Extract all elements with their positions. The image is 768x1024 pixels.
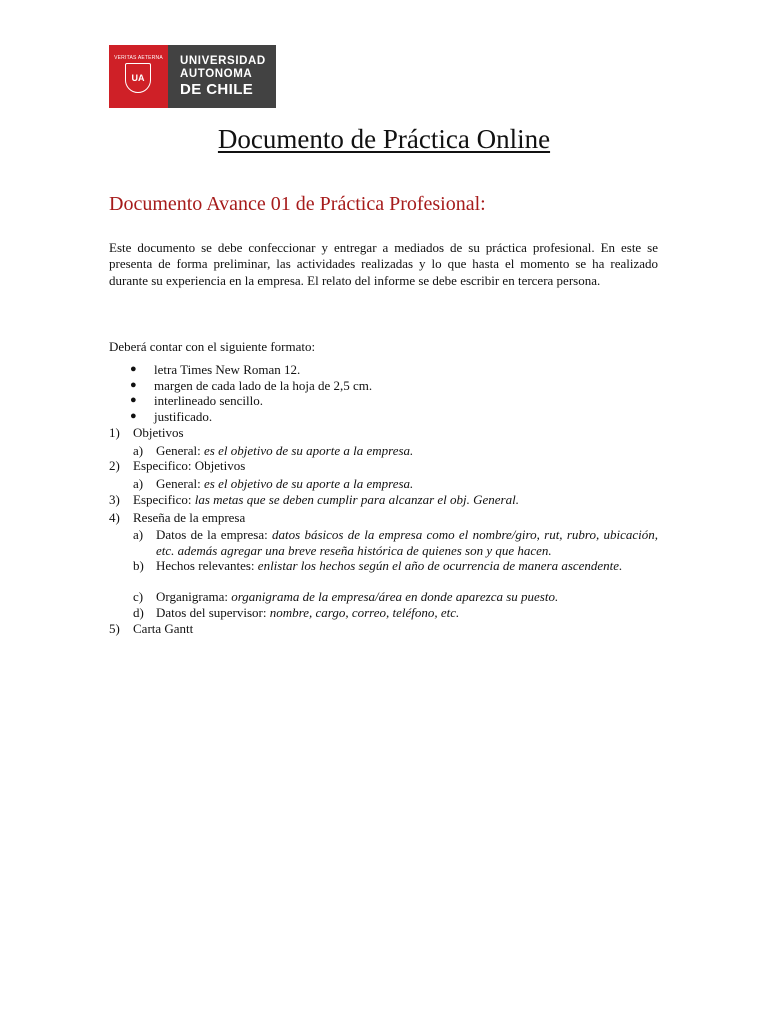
list-item	[109, 378, 658, 394]
subsection-letter: b)	[133, 558, 144, 573]
bullet-text: letra Times New Roman 12.	[154, 362, 301, 377]
logo-line-3: DE CHILE	[180, 81, 254, 98]
bullet-icon: ●	[130, 394, 137, 406]
subsection-general-1	[133, 443, 658, 459]
subsection-label: General:	[156, 443, 205, 458]
subsection-note: enlistar los hechos según el año de ocurrencia de manera ascendente.	[257, 558, 623, 573]
logo-line-2: AUTONOMA	[180, 68, 253, 80]
document-title: Documento de Práctica Online	[217, 124, 551, 154]
subsection-general-2	[133, 476, 658, 492]
subsection-datos-empresa	[133, 527, 658, 558]
section-number: 1)	[109, 425, 120, 440]
subsection-note: datos básicos de la empresa como el nombre/giro, rut, rubro, ubicación, etc. además agregar una breve reseña histórica de quienes son y que hacen.	[156, 527, 658, 558]
subsection-letter: a)	[133, 443, 144, 458]
subsection-organigrama	[133, 589, 658, 605]
format-bullet-list	[109, 362, 658, 424]
subsection-label: Datos de la empresa:	[156, 527, 272, 542]
logo-emblem-block	[109, 45, 168, 108]
subsection-label: Datos del supervisor:	[156, 605, 270, 620]
subsection-label: Organigrama:	[156, 589, 232, 604]
subsection-letter: d)	[133, 605, 144, 620]
subsection-label: General:	[156, 476, 205, 491]
section-number: 2)	[109, 458, 120, 473]
subsection-label: Hechos relevantes:	[156, 558, 258, 573]
subsection-text	[133, 605, 658, 621]
subsection-letter: c)	[133, 589, 144, 604]
section-label: Objetivos	[133, 425, 184, 440]
list-item	[109, 393, 658, 409]
subsection-note: es el objetivo de su aporte a la empresa.	[204, 443, 414, 458]
subsection-supervisor	[133, 605, 658, 621]
section-carta-gantt	[109, 621, 658, 637]
document-subtitle: Documento Avance 01 de Práctica Profesional:	[109, 193, 486, 215]
shield-icon: UA	[125, 63, 151, 93]
bullet-text: justificado.	[154, 408, 213, 424]
university-logo	[109, 45, 276, 108]
section-note: las metas que se deben cumplir para alcanzar el obj. General.	[194, 492, 519, 507]
list-item	[109, 409, 658, 425]
subsection-note: organigrama de la empresa/área en donde aparezca su puesto.	[231, 589, 559, 604]
logo-wordmark	[168, 45, 266, 108]
bullet-icon: ●	[130, 363, 137, 375]
subsection-text	[133, 589, 658, 605]
subsection-note: nombre, cargo, correo, teléfono, etc.	[269, 605, 460, 620]
intro-paragraph: Este documento se debe confeccionar y entregar a mediados de su práctica profesional. En este se presenta de forma preliminar, las actividades realizadas y lo que hasta el momento se ha realizado durante su experiencia en la empresa. El relato del informe se debe escribir en tercera persona.	[109, 240, 658, 288]
section-especifico-metas	[109, 492, 658, 508]
section-number: 4)	[109, 510, 120, 525]
subsection-letter: a)	[133, 527, 144, 542]
subsection-note: es el objetivo de su aporte a la empresa.	[204, 476, 414, 491]
bullet-icon: ●	[130, 378, 137, 391]
list-item	[109, 362, 658, 378]
section-text	[109, 492, 658, 508]
section-label: Reseña de la empresa	[133, 510, 246, 525]
section-number: 3)	[109, 492, 120, 507]
logo-line-1: UNIVERSIDAD	[180, 55, 266, 67]
section-especifico-objetivos	[109, 458, 658, 474]
subsection-text	[133, 558, 658, 574]
bullet-text: interlineado sencillo.	[154, 393, 264, 408]
bullet-icon: ●	[130, 409, 137, 422]
subsection-hechos-relevantes	[133, 558, 658, 574]
logo-motto: VERITAS AETERNA	[114, 55, 163, 61]
subsection-text	[133, 527, 658, 558]
subsection-letter: a)	[133, 476, 144, 491]
section-label: Especifico:	[133, 492, 195, 507]
subsection-text	[133, 476, 658, 492]
bullet-text: margen de cada lado de la hoja de 2,5 cm.	[154, 377, 373, 393]
section-number: 5)	[109, 621, 120, 636]
section-resena	[109, 510, 658, 526]
section-label: Especifico: Objetivos	[133, 458, 246, 473]
section-objetivos	[109, 425, 658, 441]
format-label: Deberá contar con el siguiente formato:	[109, 339, 316, 354]
subsection-text	[133, 443, 658, 459]
section-label: Carta Gantt	[133, 621, 194, 636]
